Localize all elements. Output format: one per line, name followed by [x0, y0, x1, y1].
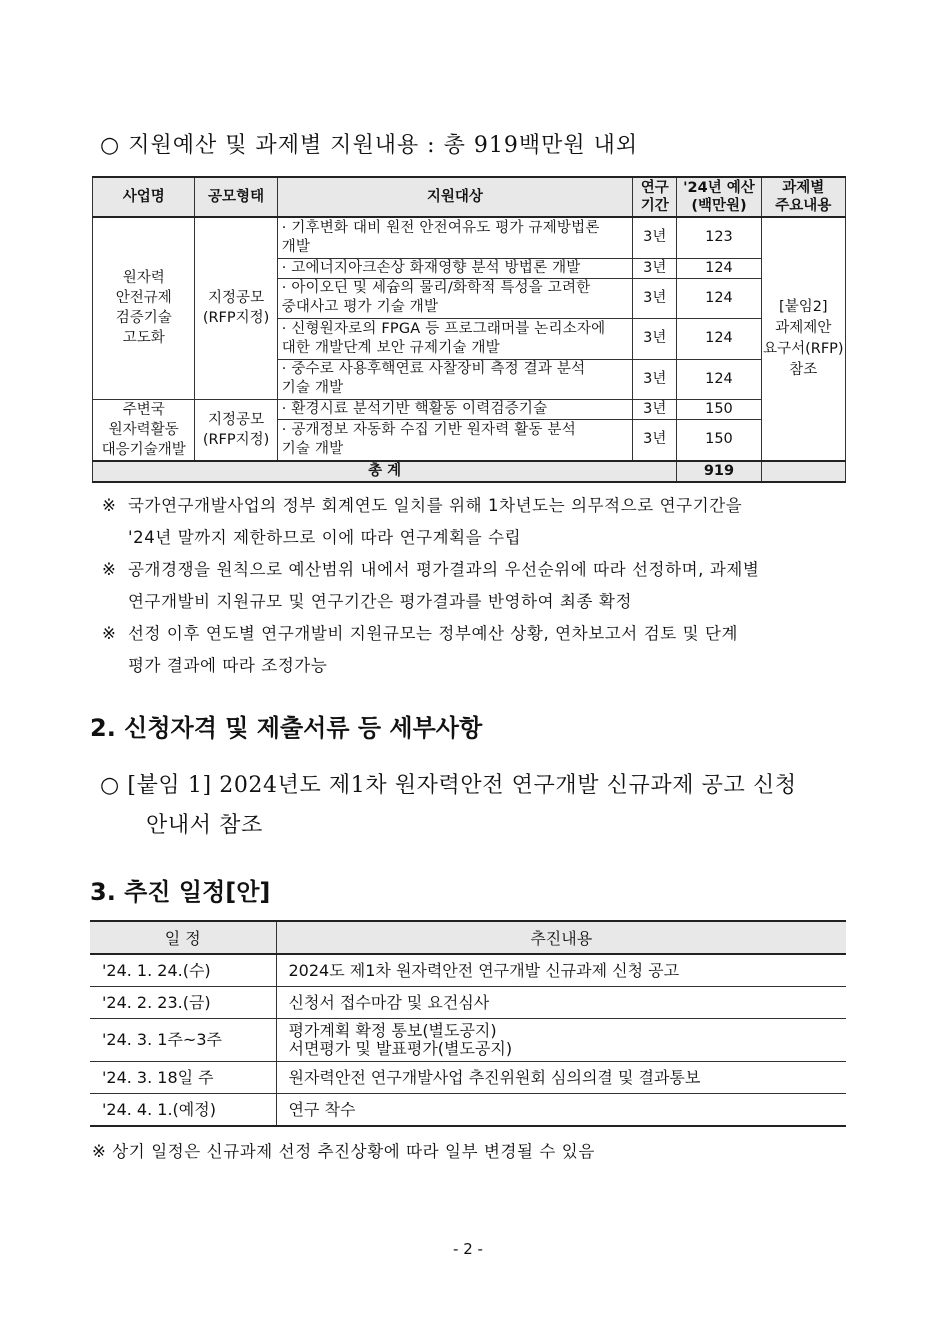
program-2-line: 주변국 [122, 401, 165, 418]
application-reference-line: ○ [붙임 1] 2024년도 제1차 원자력안전 연구개발 신규과제 공고 신청 [100, 773, 797, 798]
note-line: 연구개발비 지원규모 및 연구기간은 평가결과를 반영하여 최종 확정 [128, 592, 633, 611]
program-1-line: 고도화 [122, 330, 165, 347]
budget-cell: 124 [677, 318, 761, 359]
header-content-line1: 과제별 [782, 180, 825, 196]
note-line: '24년 말까지 제한하므로 이에 따라 연구계획을 수립 [128, 528, 522, 547]
header-content [761, 177, 845, 217]
total-value: 919 [677, 461, 761, 482]
target-cell [277, 278, 632, 318]
header-type: 공모형태 [195, 177, 277, 217]
program-cell-2 [93, 399, 195, 461]
schedule-header-date: 일 정 [90, 921, 276, 954]
schedule-content [276, 954, 846, 987]
note-1 [102, 490, 850, 554]
total-label: 총 계 [93, 461, 677, 482]
table-row [90, 1094, 846, 1127]
note-line: 평가 결과에 따라 조정가능 [128, 656, 328, 675]
budget-cell: 124 [677, 359, 761, 399]
type-1-line: (RFP지정) [202, 310, 270, 327]
note-mark: ※ [102, 560, 117, 579]
target-cell [277, 217, 632, 258]
target-line: · 환경시료 분석기반 핵활동 이력검증기술 [281, 400, 548, 417]
total-empty-cell [761, 461, 845, 482]
header-content-line2: 주요내용 [775, 198, 832, 214]
target-line: · 중수로 사용후핵연료 사찰장비 측정 결과 분석 [281, 361, 586, 377]
note-mark: ※ [102, 496, 117, 515]
program-2-line: 대응기술개발 [101, 441, 186, 458]
target-line: 기술 개발 [281, 380, 344, 396]
header-period [633, 177, 677, 217]
target-line: · 공개정보 자동화 수집 기반 원자력 활동 분석 [281, 421, 576, 438]
table-row [90, 1019, 846, 1062]
schedule-content [276, 1062, 846, 1094]
period-cell: 3년 [633, 399, 677, 420]
application-reference-line: 안내서 참조 [146, 813, 263, 838]
schedule-note: ※ 상기 일정은 신규과제 선정 추진상황에 따라 일부 변경될 수 있음 [92, 1142, 595, 1161]
target-cell [277, 359, 632, 399]
note-line: 선정 이후 연도별 연구개발비 지원규모는 정부예산 상황, 연차보고서 검토 및 단계 [128, 624, 739, 643]
target-line: · 고에너지아크손상 화재영향 분석 방법론 개발 [281, 259, 581, 276]
schedule-content-line: 평가계획 확정 통보(별도공지) [288, 1021, 497, 1040]
budget-cell: 124 [677, 258, 761, 278]
note-mark: ※ [102, 624, 117, 643]
table-row [93, 217, 846, 258]
content-line: 요구서(RFP) [763, 340, 844, 357]
content-cell [761, 217, 845, 461]
type-cell-2 [195, 399, 277, 461]
program-1-line: 검증기술 [115, 310, 172, 327]
note-line: 국가연구개발사업의 정부 회계연도 일치를 위해 1차년도는 의무적으로 연구기간을 [128, 496, 743, 515]
budget-heading: ○ 지원예산 및 과제별 지원내용 : 총 919백만원 내외 [100, 133, 639, 158]
type-2-line: 지정공모 [208, 411, 265, 428]
section3-title: 3. 추진 일정[안] [90, 878, 271, 906]
header-period-line2: 기간 [640, 198, 669, 214]
program-1-line: 안전규제 [115, 290, 172, 307]
schedule-date: '24. 4. 1.(예정) [90, 1094, 276, 1127]
period-cell: 3년 [633, 278, 677, 318]
header-program: 사업명 [93, 177, 195, 217]
note-2 [102, 554, 850, 618]
note-3 [102, 618, 850, 682]
table-row [90, 1062, 846, 1094]
schedule-content-line: 원자력안전 연구개발사업 추진위원회 심의의결 및 결과통보 [288, 1067, 701, 1087]
schedule-header-content: 추진내용 [276, 921, 846, 954]
target-cell [277, 420, 632, 461]
target-line: · 신형원자로의 FPGA 등 프로그래머블 논리소자에 [281, 320, 606, 337]
schedule-date: '24. 3. 18일 주 [90, 1062, 276, 1094]
table-row [90, 987, 846, 1019]
target-line: 개발 [281, 238, 311, 255]
schedule-content [276, 987, 846, 1019]
content-line: [붙임2] [779, 298, 828, 315]
header-budget-line2: (백만원) [691, 198, 747, 214]
schedule-content-line: 신청서 접수마감 및 요건심사 [288, 992, 490, 1012]
target-line: 기술 개발 [281, 440, 344, 457]
content-line: 과제제안 [775, 319, 832, 336]
schedule-content-line: 연구 착수 [288, 1099, 356, 1119]
program-2-line: 원자력활동 [108, 421, 179, 438]
section2-title: 2. 신청자격 및 제출서류 등 세부사항 [90, 714, 483, 742]
header-target: 지원대상 [277, 177, 632, 217]
budget-cell: 123 [677, 217, 761, 258]
total-row [93, 461, 846, 482]
program-cell-1 [93, 217, 195, 399]
schedule-content-line: 2024도 제1차 원자력안전 연구개발 신규과제 신청 공고 [288, 960, 680, 980]
type-1-line: 지정공모 [208, 290, 265, 307]
type-cell-1 [195, 217, 277, 399]
period-cell: 3년 [633, 359, 677, 399]
type-2-line: (RFP지정) [202, 431, 270, 448]
content-line: 참조 [789, 361, 818, 378]
table-row [90, 954, 846, 987]
target-cell [277, 318, 632, 359]
schedule-content [276, 1094, 846, 1127]
note-line: 공개경쟁을 원칙으로 예산범위 내에서 평가결과의 우선순위에 따라 선정하며, 과제별 [128, 560, 760, 579]
schedule-content-line: 서면평가 및 발표평가(별도공지) [288, 1039, 513, 1058]
application-reference [100, 766, 850, 846]
budget-cell: 150 [677, 399, 761, 420]
target-line: 대한 개발단계 보안 규제기술 개발 [281, 339, 500, 356]
schedule-date: '24. 1. 24.(수) [90, 954, 276, 987]
header-budget [677, 177, 761, 217]
target-line: 중대사고 평가 기술 개발 [281, 299, 439, 315]
target-line: · 기후변화 대비 원전 안전여유도 평가 규제방법론 [281, 219, 600, 236]
period-cell: 3년 [633, 318, 677, 359]
page-number: - 2 - [453, 1240, 483, 1258]
header-period-line1: 연구 [640, 180, 669, 196]
schedule-content [276, 1019, 846, 1062]
budget-cell: 150 [677, 420, 761, 461]
schedule-table [90, 920, 846, 1127]
program-1-line: 원자력 [122, 270, 165, 287]
target-cell [277, 258, 632, 278]
target-cell [277, 399, 632, 420]
period-cell: 3년 [633, 258, 677, 278]
target-line: · 아이오딘 및 세슘의 물리/화학적 특성을 고려한 [281, 280, 591, 296]
schedule-header-row [90, 921, 846, 954]
budget-table-header-row [93, 177, 846, 217]
schedule-date: '24. 3. 1주~3주 [90, 1019, 276, 1062]
budget-cell: 124 [677, 278, 761, 318]
header-budget-line1: '24년 예산 [683, 180, 755, 196]
budget-table [92, 176, 846, 483]
schedule-date: '24. 2. 23.(금) [90, 987, 276, 1019]
period-cell: 3년 [633, 420, 677, 461]
period-cell: 3년 [633, 217, 677, 258]
table-row [93, 399, 846, 420]
